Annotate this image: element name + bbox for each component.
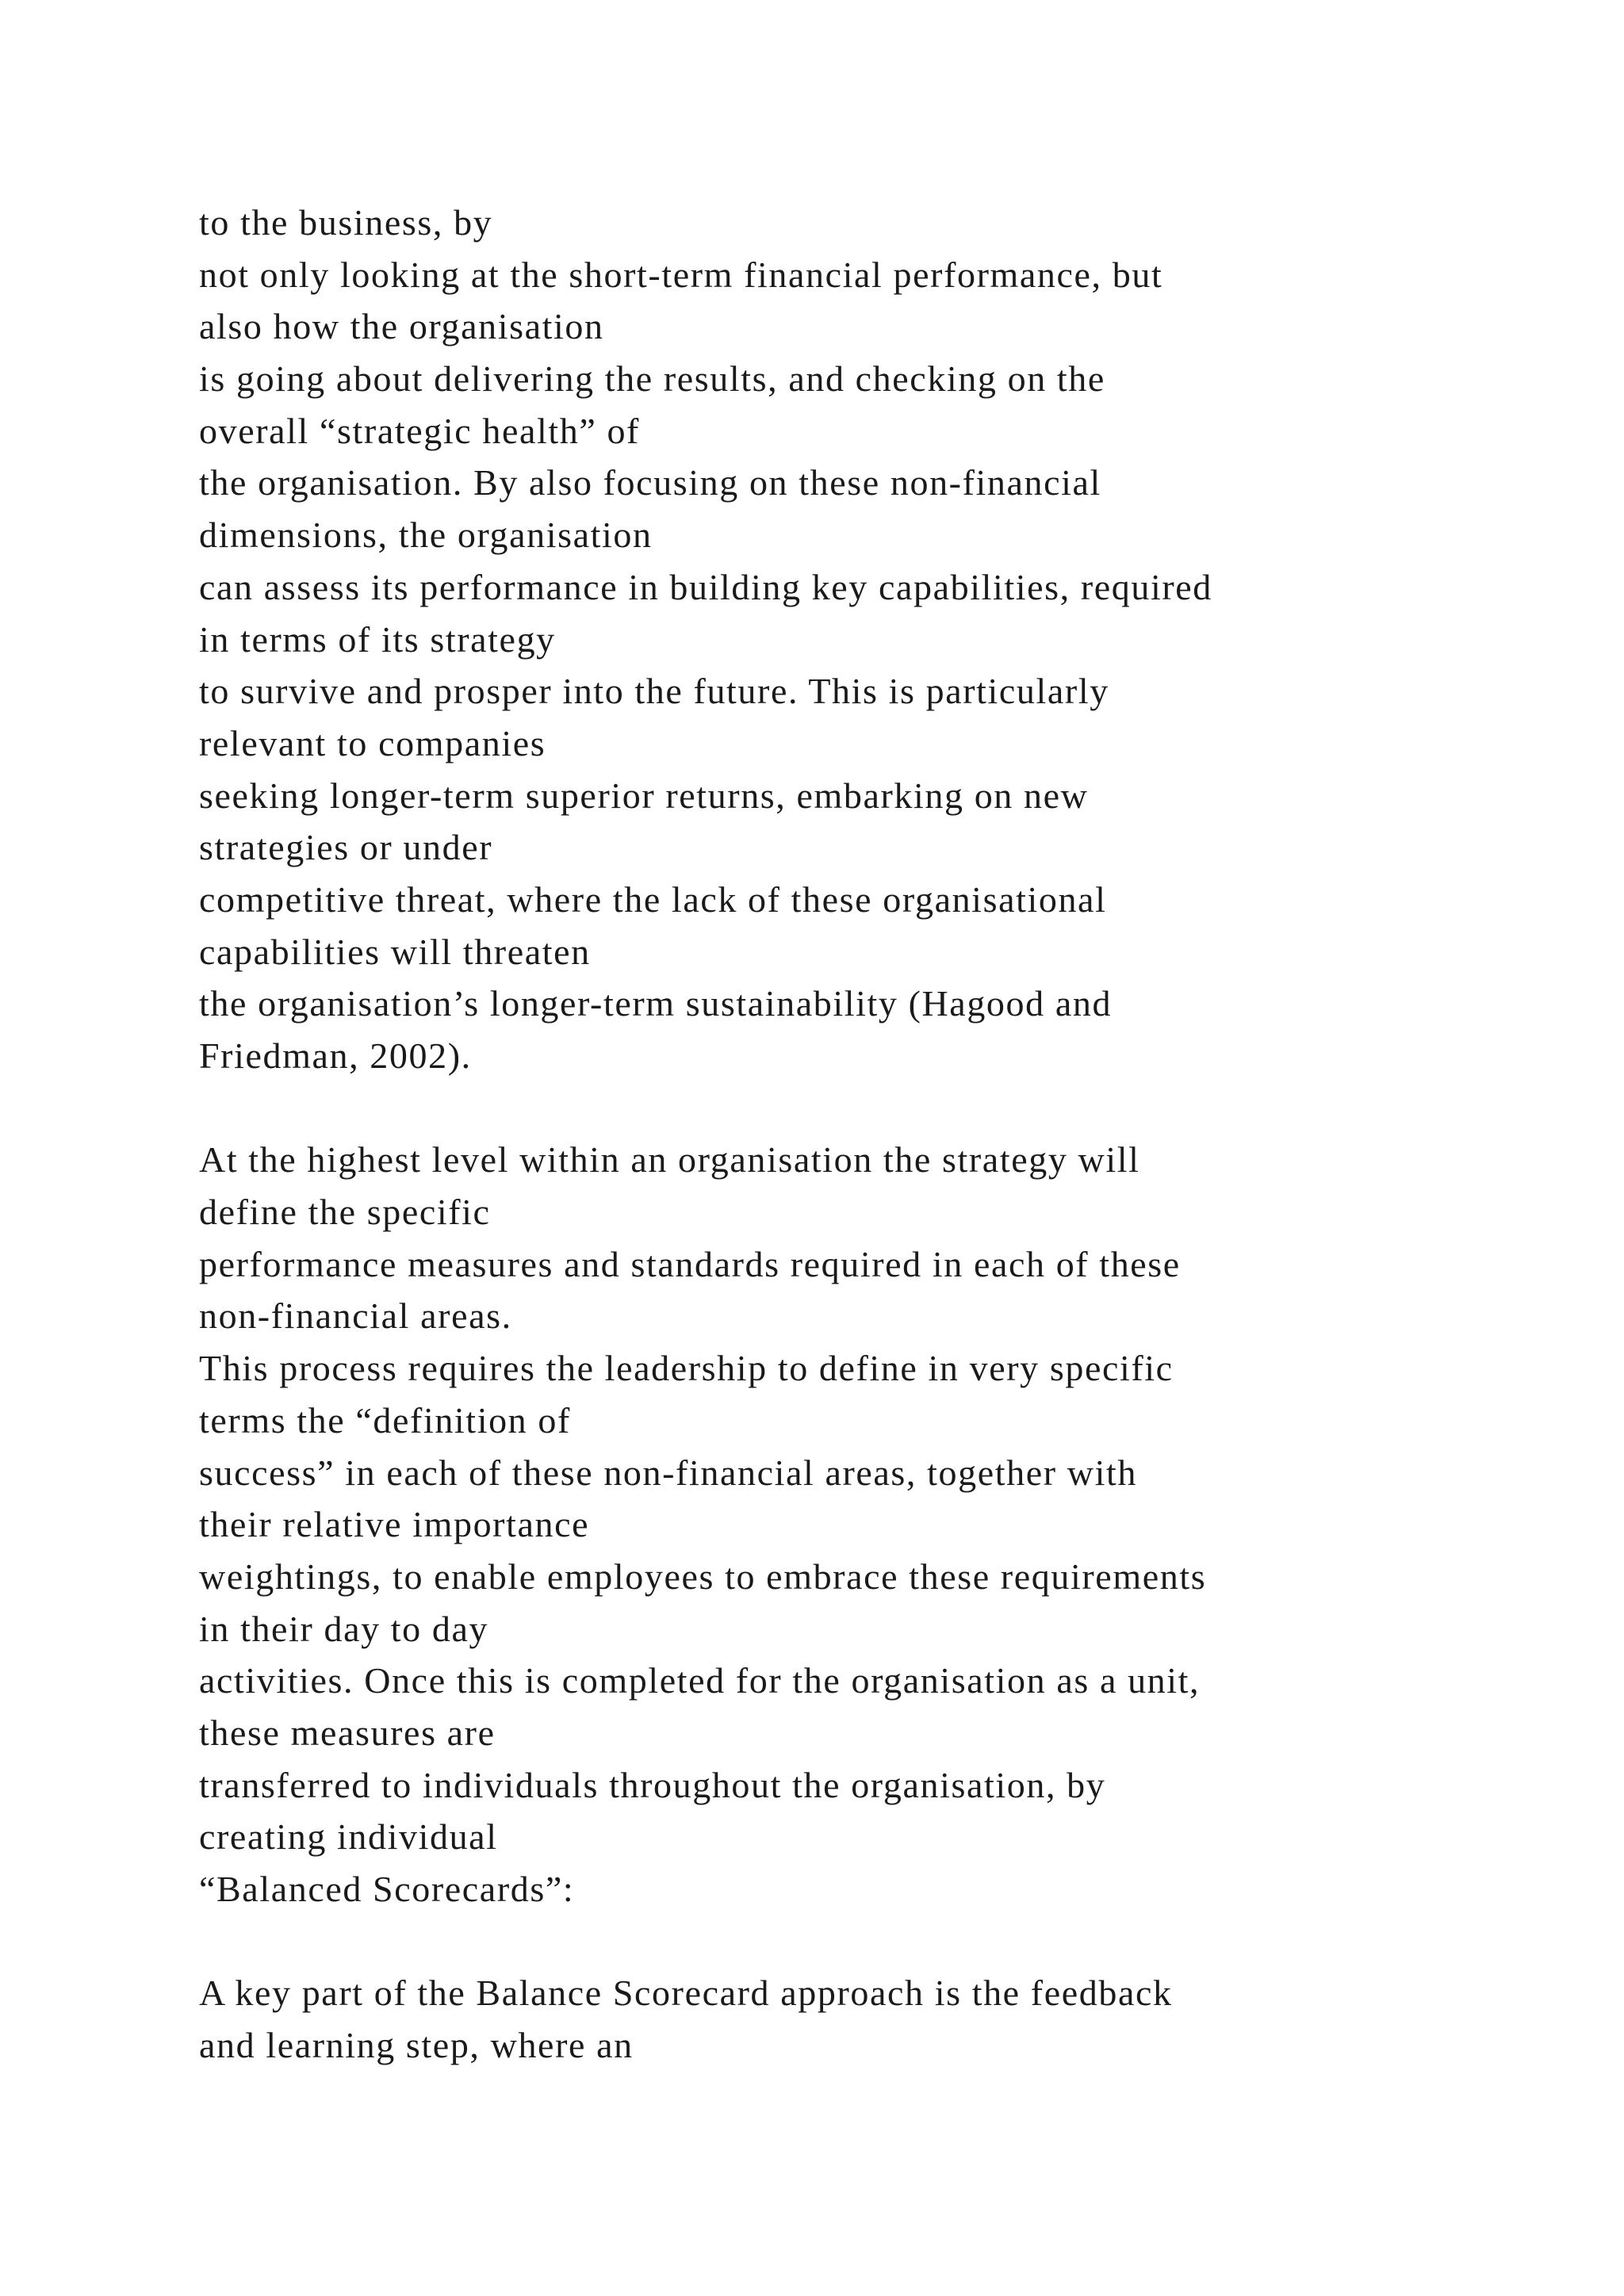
text-line: in terms of its strategy — [199, 618, 556, 660]
text-line: creating individual — [199, 1816, 498, 1858]
paragraph — [199, 1134, 1547, 1915]
text-line: also how the organisation — [199, 306, 604, 347]
paragraph — [199, 197, 1547, 1082]
text-line: terms the “definition of — [199, 1399, 571, 1441]
text-line: in their day to day — [199, 1608, 489, 1649]
text-line: “Balanced Scorecards”: — [199, 1869, 575, 1909]
text-line: these measures are — [199, 1712, 496, 1753]
text-line: to survive and prosper into the future. This is particularly — [199, 671, 1109, 712]
text-line: is going about delivering the results, and checking on the — [199, 358, 1105, 400]
text-line: capabilities will threaten — [199, 931, 591, 972]
text-line: dimensions, the organisation — [199, 515, 653, 556]
text-line: to the business, by — [199, 202, 493, 243]
text-line: weightings, to enable employees to embrace these requirements — [199, 1556, 1207, 1597]
paragraph-spacer — [199, 1915, 1547, 1968]
text-line: the organisation’s longer-term sustainability (Hagood and — [199, 983, 1113, 1024]
paragraph — [199, 1967, 1547, 2071]
text-line: define the specific — [199, 1192, 491, 1233]
text-line: This process requires the leadership to define in very specific — [199, 1348, 1174, 1389]
text-line: their relative importance — [199, 1504, 590, 1545]
text-line: the organisation. By also focusing on these non-financial — [199, 462, 1101, 503]
text-line: overall “strategic health” of — [199, 410, 640, 451]
text-line: relevant to companies — [199, 722, 546, 763]
text-line: activities. Once this is completed for the organisation as a unit, — [199, 1660, 1201, 1701]
paragraph-spacer — [199, 1082, 1547, 1135]
text-line: A key part of the Balance Scorecard approach is the feedback — [199, 1973, 1173, 2014]
text-line: seeking longer-term superior returns, embarking on new — [199, 775, 1089, 816]
text-line: can assess its performance in building key capabilities, required — [199, 566, 1212, 607]
text-line: non-financial areas. — [199, 1295, 512, 1337]
text-line: Friedman, 2002). — [199, 1035, 472, 1076]
text-line: success” in each of these non-financial areas, together with — [199, 1452, 1137, 1493]
text-line: not only looking at the short-term financial performance, but — [199, 254, 1163, 295]
document-body — [199, 197, 1547, 2072]
text-line: competitive threat, where the lack of these organisational — [199, 878, 1107, 920]
text-line: transferred to individuals throughout the organisation, by — [199, 1764, 1106, 1805]
text-line: strategies or under — [199, 827, 493, 868]
text-line: performance measures and standards required in each of these — [199, 1243, 1181, 1284]
text-line: At the highest level within an organisation the strategy will — [199, 1139, 1140, 1181]
text-line: and learning step, where an — [199, 2025, 634, 2066]
